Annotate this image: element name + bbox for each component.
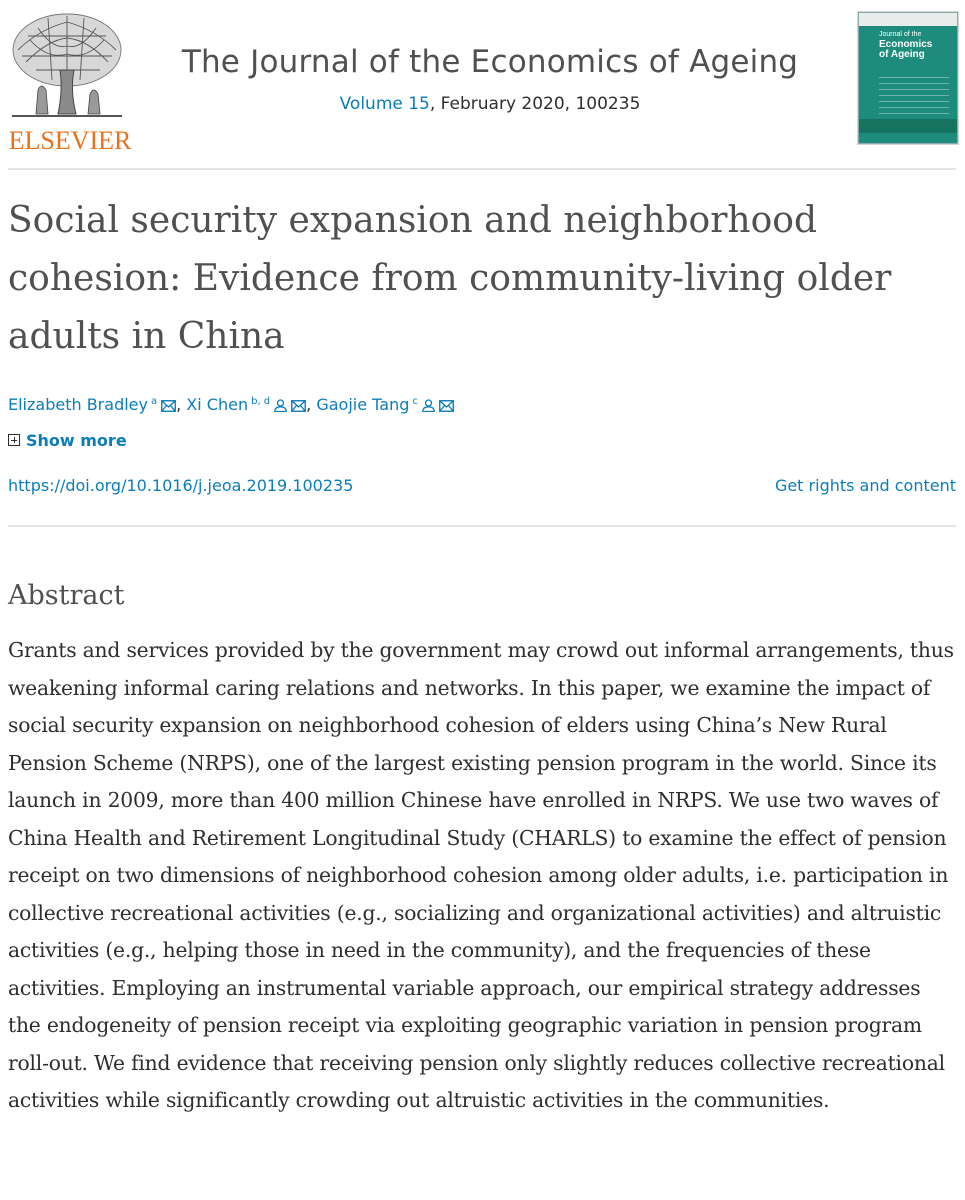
show-more-label: Show more — [26, 431, 127, 450]
elsevier-tree-icon — [8, 10, 126, 122]
cover-top-text: Journal of the — [879, 31, 922, 38]
cover-title — [879, 30, 953, 60]
journal-info — [150, 40, 830, 116]
mail-icon[interactable] — [291, 400, 306, 412]
author-affiliation: a — [150, 396, 158, 407]
person-icon[interactable] — [274, 399, 287, 412]
mail-icon[interactable] — [439, 400, 454, 412]
article-info-divider — [8, 525, 956, 527]
plus-box-icon — [8, 434, 20, 446]
author-separator: , — [306, 395, 317, 414]
abstract-text: Grants and services provided by the government may crowd out informal arrangements, thus weakening informal caring relations and networks. In this paper, we examine the impact of social security expansion on neighborhood cohesion of elders using China’s New Rural Pension Scheme (NRPS), one of the largest existing pension program in the world. Since its launch in 2009, more than 400 million Chinese have enrolled in NRPS. We use two waves of China Health and Retirement Longitudinal Study (CHARLS) to examine the effect of pension receipt on two dimensions of neighborhood cohesion among older adults, i.e. participation in collective recreational activities (e.g., socializing and organizational activities) and altruistic activities (e.g., helping those in need in the community), and the frequencies of these activities. Employing an instrumental variable approach, our empirical strategy addresses the endogeneity of pension receipt via exploiting geographic variation in pension program roll-out. We find evidence that receiving pension only slightly reduces collective recreational activities while significantly crowding out altruistic activities in the communities. — [8, 638, 954, 1112]
page-header — [0, 0, 965, 160]
issue-details: , February 2020, 100235 — [429, 94, 641, 114]
publisher-name: ELSEVIER — [8, 126, 132, 155]
cover-title-line1: Economics — [879, 39, 933, 50]
cover-title-line2: of Ageing — [879, 49, 925, 60]
cover-top-strip — [859, 13, 957, 26]
author-affiliation: c — [412, 396, 418, 407]
cover-band — [859, 119, 957, 133]
mail-icon[interactable] — [161, 400, 176, 412]
article-title: Social security expansion and neighborhood cohesion: Evidence from community-living older adults in China — [8, 200, 892, 357]
doi-link[interactable]: https://doi.org/10.1016/j.jeoa.2019.100235 — [8, 476, 354, 495]
author-link-chen[interactable] — [186, 395, 270, 414]
rights-and-content-link[interactable]: Get rights and content — [774, 476, 956, 495]
volume-link[interactable]: Volume 15 — [339, 94, 430, 114]
author-name: Gaojie Tang — [316, 395, 410, 414]
elsevier-tree-logo[interactable] — [8, 10, 132, 155]
person-icon[interactable] — [422, 399, 435, 412]
show-more-button[interactable] — [8, 430, 127, 452]
author-list — [8, 388, 454, 419]
abstract-heading: Abstract — [8, 580, 125, 611]
journal-cover-image[interactable] — [858, 12, 958, 144]
author-link-tang[interactable] — [316, 395, 418, 414]
cover-decoration — [879, 77, 949, 117]
author-name: Xi Chen — [186, 395, 249, 414]
author-separator: , — [176, 395, 187, 414]
journal-title-link[interactable]: The Journal of the Economics of Ageing — [181, 44, 799, 80]
author-link-bradley[interactable] — [8, 395, 157, 414]
journal-title — [150, 40, 830, 84]
author-affiliation: b, d — [251, 396, 271, 407]
issue-line — [150, 92, 830, 116]
header-divider — [8, 168, 956, 170]
author-name: Elizabeth Bradley — [8, 395, 148, 414]
